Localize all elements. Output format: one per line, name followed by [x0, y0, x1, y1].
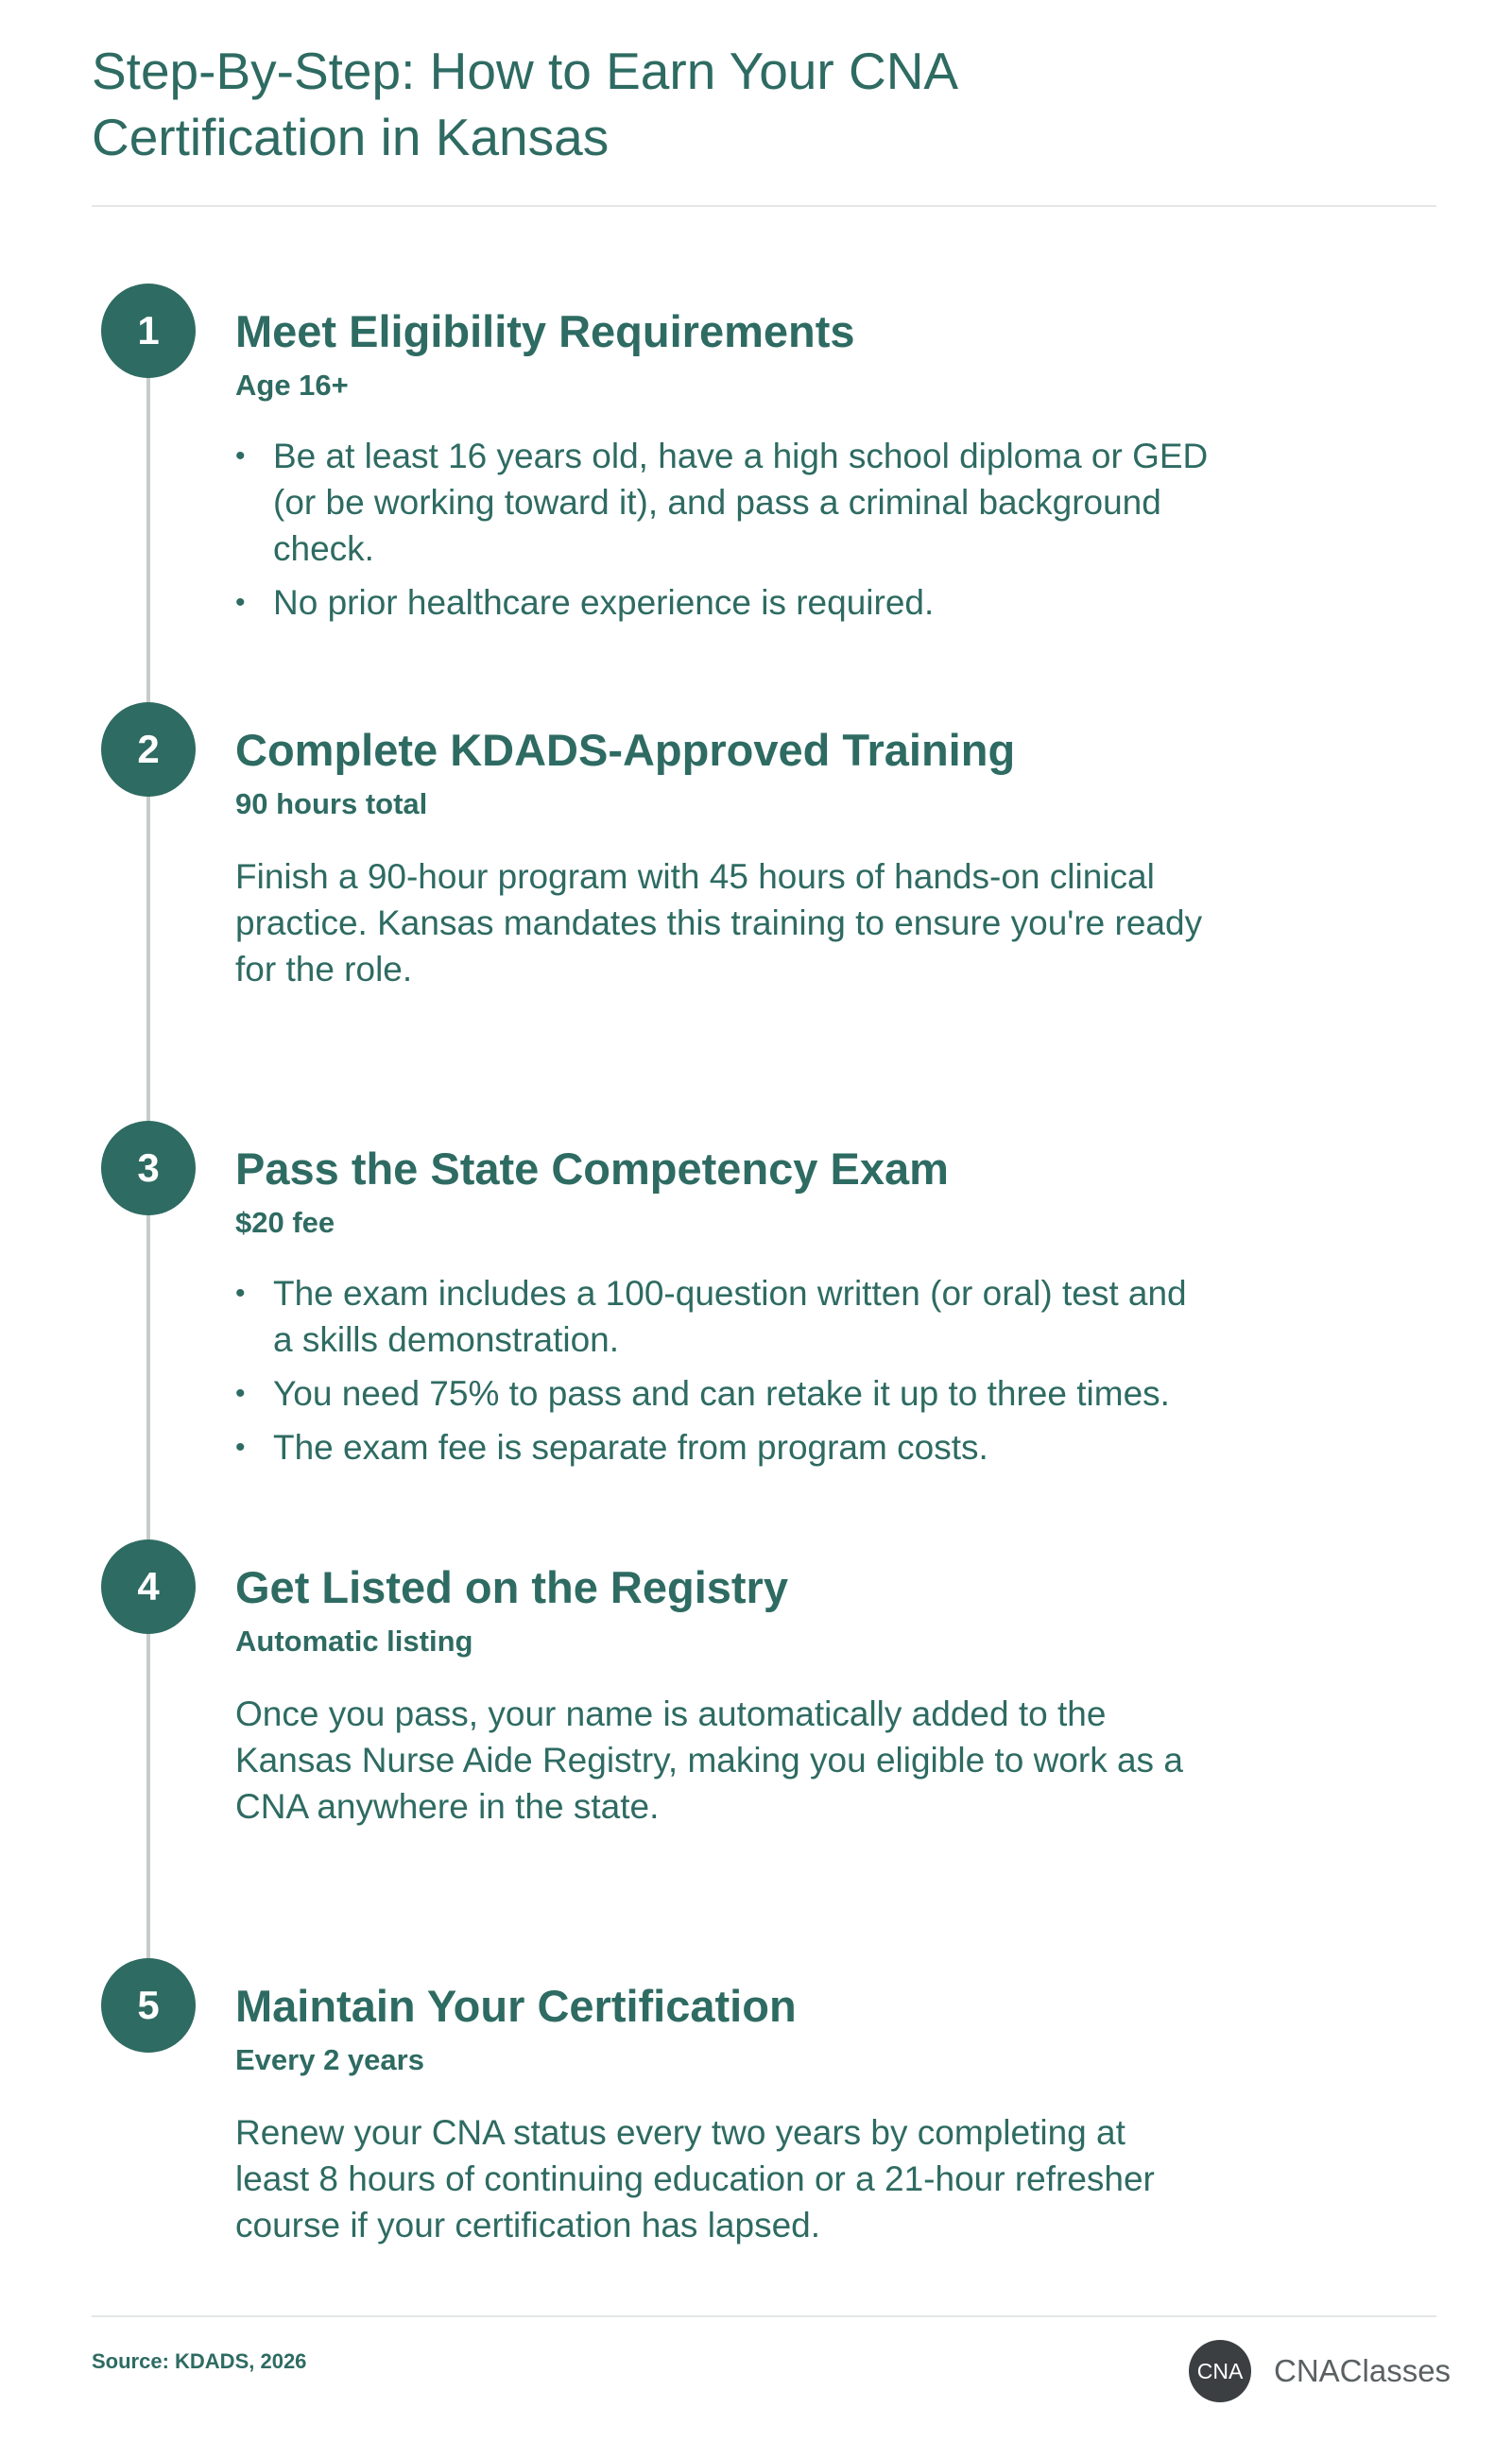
- brand-name: CNAClasses: [1274, 2353, 1452, 2388]
- step-description: Finish a 90-hour program with 45 hours of hands-on clinical practice. Kansas mandates this training to ensure you're ready for the role.: [235, 857, 1203, 989]
- step-subtitle: Age 16+: [235, 369, 349, 402]
- step-bullet: • No prior healthcare experience is required.: [235, 579, 1209, 626]
- step-content: [235, 304, 1228, 633]
- step-number-badge: 4: [101, 1539, 196, 1634]
- step-bullet: • The exam includes a 100-question written (or oral) test and a skills demonstration.: [235, 1270, 1209, 1363]
- step-bullet-list: [235, 1270, 1209, 1470]
- step-bullet: • The exam fee is separate from program costs.: [235, 1424, 1209, 1470]
- page-title: Step-By-Step: How to Earn Your CNA Certification in Kansas: [92, 42, 956, 166]
- step-description: Once you pass, your name is automatically added to the Kansas Nurse Aide Registry, making you eligible to work as a CNA anywhere in the state.: [235, 1694, 1183, 1826]
- step-description: Renew your CNA status every two years by completing at least 8 hours of continuing education or a 21-hour refresher course if your certification has lapsed.: [235, 2113, 1155, 2244]
- step-title: Maintain Your Certification: [235, 1981, 797, 2031]
- step-title: Get Listed on the Registry: [235, 1562, 788, 1612]
- cna-logo-icon: CNA: [1189, 2340, 1251, 2402]
- brand-logo-group[interactable]: [1189, 2340, 1451, 2402]
- step-title: Pass the State Competency Exam: [235, 1144, 949, 1194]
- step-bullet: • You need 75% to pass and can retake it up to three times.: [235, 1370, 1209, 1417]
- footer-divider: [92, 2315, 1436, 2317]
- step-number-badge: 2: [101, 702, 196, 797]
- step-number-badge: 1: [101, 284, 196, 378]
- step-number-badge: 3: [101, 1121, 196, 1215]
- step-bullet-list: [235, 433, 1209, 626]
- step-content: [235, 1560, 1228, 1830]
- step-subtitle: 90 hours total: [235, 787, 428, 820]
- step-subtitle: Every 2 years: [235, 2043, 424, 2076]
- step-subtitle: Automatic listing: [235, 1625, 473, 1658]
- step-subtitle: $20 fee: [235, 1206, 335, 1239]
- step-number-badge: 5: [101, 1958, 196, 2053]
- step-content: [235, 1142, 1228, 1478]
- step-title: Complete KDADS-Approved Training: [235, 725, 1016, 775]
- step-bullet: • Be at least 16 years old, have a high school diploma or GED (or be working toward it), and pass a criminal background check.: [235, 433, 1209, 572]
- step-content: [235, 1979, 1228, 2248]
- source-note: Source: KDADS, 2026: [92, 2349, 307, 2373]
- step-content: [235, 723, 1228, 992]
- step-title: Meet Eligibility Requirements: [235, 306, 855, 356]
- header-divider: [92, 205, 1436, 207]
